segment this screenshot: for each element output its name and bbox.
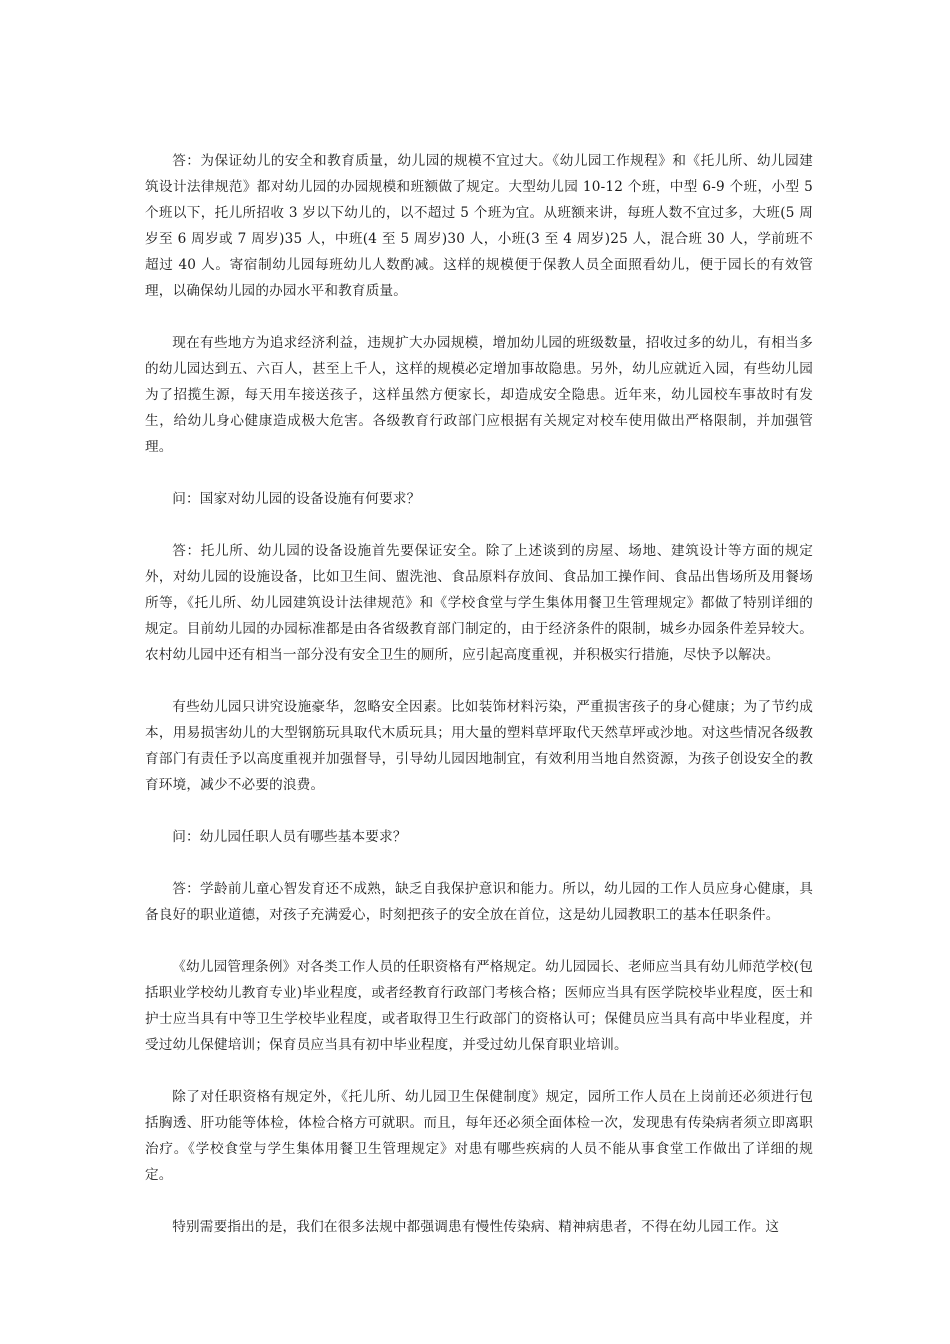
paragraph-answer-staff: 答：学龄前儿童心智发育还不成熟，缺乏自我保护意识和能力。所以，幼儿园的工作人员应身心健康，具备良好的职业道德，对孩子充满爱心，时刻把孩子的安全放在首位，这是幼儿园教职工的基本任职条件。	[145, 881, 813, 923]
question-staff: 问：幼儿园任职人员有哪些基本要求？	[172, 829, 407, 845]
document-page	[145, 148, 813, 1266]
paragraph-staff-qualifications: 《幼儿园管理条例》对各类工作人员的任职资格有严格规定。幼儿园园长、老师应当具有幼儿师范学校(包括职业学校幼儿教育专业)毕业程度，或者经教育行政部门考核合格；医师应当具有医学院校毕业程度，医士和护士应当具有中等卫生学校毕业程度，或者取得卫生行政部门的资格认可；保健员应当具有高中毕业程度，并受过幼儿保健培训；保育员应当具有初中毕业程度，并受过幼儿保育职业培训。	[145, 959, 813, 1053]
paragraph-facility-luxury: 有些幼儿园只讲究设施豪华，忽略安全因素。比如装饰材料污染，严重损害孩子的身心健康；为了节约成本，用易损害幼儿的大型钢筋玩具取代木质玩具；用大量的塑料草坪取代天然草坪或沙地。对这些情况各级教育部门有责任予以高度重视并加强督导，引导幼儿园因地制宜，有效利用当地自然资源，为孩子创设安全的教育环境，减少不必要的浪费。	[145, 699, 813, 793]
paragraph-answer-scale: 答：为保证幼儿的安全和教育质量，幼儿园的规模不宜过大。《幼儿园工作规程》和《托儿所、幼儿园建筑设计法律规范》都对幼儿园的办园规模和班额做了规定。大型幼儿园 10-12 个班，中型 6-9 个班，小型 5 个班以下，托儿所招收 3 岁以下幼儿的，以不超过 5 个班为宜。从班额来讲，每班人数不宜过多，大班(5 周岁至 6 周岁或 7 周岁)35 人，中班(4 至 5 周岁)30 人，小班(3 至 4 周岁)25 人，混合班 30 人，学前班不超过 40 人。寄宿制幼儿园每班幼儿人数酌减。这样的规模便于保教人员全面照看幼儿，便于园长的有效管理，以确保幼儿园的办园水平和教育质量。	[145, 153, 813, 299]
paragraph-special-note: 特别需要指出的是，我们在很多法规中都强调患有慢性传染病、精神病患者，不得在幼儿园工作。这	[172, 1219, 780, 1235]
paragraph-answer-facilities: 答：托儿所、幼儿园的设备设施首先要保证安全。除了上述谈到的房屋、场地、建筑设计等方面的规定外，对幼儿园的设施设备，比如卫生间、盥洗池、食品原料存放间、食品加工操作间、食品出售场所及用餐场所等，《托儿所、幼儿园建筑设计法律规范》和《学校食堂与学生集体用餐卫生管理规定》都做了特别详细的规定。目前幼儿园的办园标准都是由各省级教育部门制定的，由于经济条件的限制，城乡办园条件差异较大。农村幼儿园中还有相当一部分没有安全卫生的厕所，应引起高度重视，并积极实行措施，尽快予以解决。	[145, 543, 813, 663]
paragraph-health-checks: 除了对任职资格有规定外，《托儿所、幼儿园卫生保健制度》规定，园所工作人员在上岗前还必须进行包括胸透、肝功能等体检，体检合格方可就职。而且，每年还必须全面体检一次，发现患有传染病者须立即离职治疗。《学校食堂与学生集体用餐卫生管理规定》对患有哪些疾病的人员不能从事食堂工作做出了详细的规定。	[145, 1089, 813, 1183]
question-facilities: 问：国家对幼儿园的设备设施有何要求？	[172, 491, 421, 507]
paragraph-scale-issues: 现在有些地方为追求经济利益，违规扩大办园规模，增加幼儿园的班级数量，招收过多的幼儿，有相当多的幼儿园达到五、六百人，甚至上千人，这样的规模必定增加事故隐患。另外，幼儿应就近入园，有些幼儿园为了招揽生源，每天用车接送孩子，这样虽然方便家长，却造成安全隐患。近年来，幼儿园校车事故时有发生，给幼儿身心健康造成极大危害。各级教育行政部门应根据有关规定对校车使用做出严格限制，并加强管理。	[145, 335, 813, 455]
